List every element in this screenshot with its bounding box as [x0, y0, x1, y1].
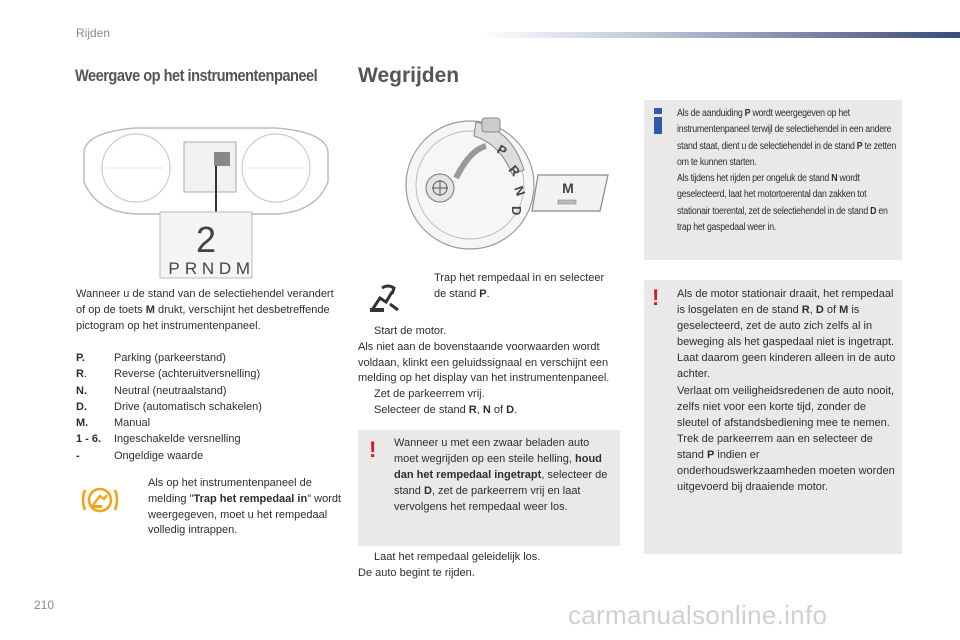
info-box-text: Als de aanduiding P wordt weergegeven op het instrumentenpaneel terwijl de selectiehendel in een andere stand staat, dient u de selectiehendel in de stand P te zetten om te kunnen starten. Als tijdens het rijden per ongeluk de stand N wordt geselecteerd, laat het motortoerental dan zakken tot stationair toerental, zet de selectiehendel in de stand D en trap het gaspedaal weer in.	[677, 108, 896, 234]
section-title: Rijden	[76, 26, 111, 40]
definition-row: M. Manual	[76, 417, 151, 430]
gear-letter-n: N	[201, 259, 215, 278]
handbrake-bullet: Als op het instrumentenpaneel de melding "Trap het rempedaal in" wordt weergegeven, moet u het rempedaal volledig intrappen.	[148, 477, 342, 537]
foot-on-brake-warning-icon	[80, 484, 120, 516]
left-heading: Weergave op het instrumentenpaneel	[75, 66, 318, 85]
header-gradient-bar	[478, 32, 960, 38]
manual-button-label: M	[562, 180, 574, 196]
start-procedure: Start de motor. Als niet aan de bovenstaande voorwaarden wordt voldaan, klinkt een geluidssignaal en verschijnt een melding op het display van het instrumentenpaneel. Zet de parkeerrem vrij. Selecteer de stand R, N of D.	[358, 325, 610, 416]
manual-mode-button-illustration	[530, 171, 612, 215]
slope-warning-text: Wanneer u met een zwaar beladen auto moet wegrijden op een steile helling, houd dan het rempedaal ingetrapt, selecteer de stand D, zet de parkeerrem vrij en laat vervolgens het rempedaal weer los.	[394, 437, 608, 514]
watermark: carmanualsonline.info	[568, 600, 828, 630]
definition-row: R. Reverse (achteruitversnelling)	[76, 368, 261, 381]
gear-letter-d: D	[218, 259, 232, 278]
lever-d: D	[509, 206, 524, 216]
lever-r: R	[505, 162, 524, 180]
definition-row: - Ongeldige waarde	[76, 449, 204, 462]
lever-n: N	[511, 183, 529, 198]
warning-exclamation-icon: !	[652, 285, 660, 310]
gear-letter-p: P	[168, 259, 180, 278]
gear-definitions	[76, 350, 338, 464]
info-icon	[652, 108, 664, 134]
definition-row: N. Neutral (neutraalstand)	[76, 384, 227, 397]
instrument-panel-illustration	[76, 122, 336, 282]
gear-letter-m: M	[235, 259, 251, 278]
idle-warning-text: Als de motor stationair draait, het rempedaal is losgelaten en de stand R, D of M is geselecteerd, zet de auto zich zelfs al in beweging als het gaspedaal niet is ingetrapt. Laat daarom geen kinderen alleen in de auto achter. Verlaat om veiligheidsredenen de auto nooit, zelfs niet voor een korte tijd, zonder de sleutel of afstandsbediening mee te nemen. Trek de parkeerrem aan en selecteer de stand P indien er onderhoudswerkzaamheden moeten worden uitgevoerd bij draaiende motor.	[677, 288, 896, 494]
gear-letter-r: R	[184, 259, 198, 278]
intro-paragraph: Wanneer u de stand van de selectiehendel verandert of op de toets M drukt, verschijnt het desbetreffende pictogram op het instrumentenpaneel.	[76, 288, 334, 332]
gear-digit: 2	[195, 219, 217, 260]
foot-on-pedal-icon	[366, 280, 402, 316]
brake-pedal-bullet: Trap het rempedaal in en selecteer de stand P.	[434, 272, 605, 300]
definition-row: 1 - 6. Ingeschakelde versnelling	[76, 433, 241, 446]
definition-row: D. Drive (automatisch schakelen)	[76, 400, 262, 413]
right-heading: Wegrijden	[358, 64, 460, 87]
definition-row: P. Parking (parkeerstand)	[76, 352, 226, 364]
lever-p: P	[494, 141, 510, 159]
drive-off-instructions: Laat het rempedaal geleidelijk los. De auto begint te rijden.	[358, 551, 541, 579]
page-number: 210	[34, 598, 55, 612]
warning-exclamation-icon: !	[369, 437, 377, 462]
